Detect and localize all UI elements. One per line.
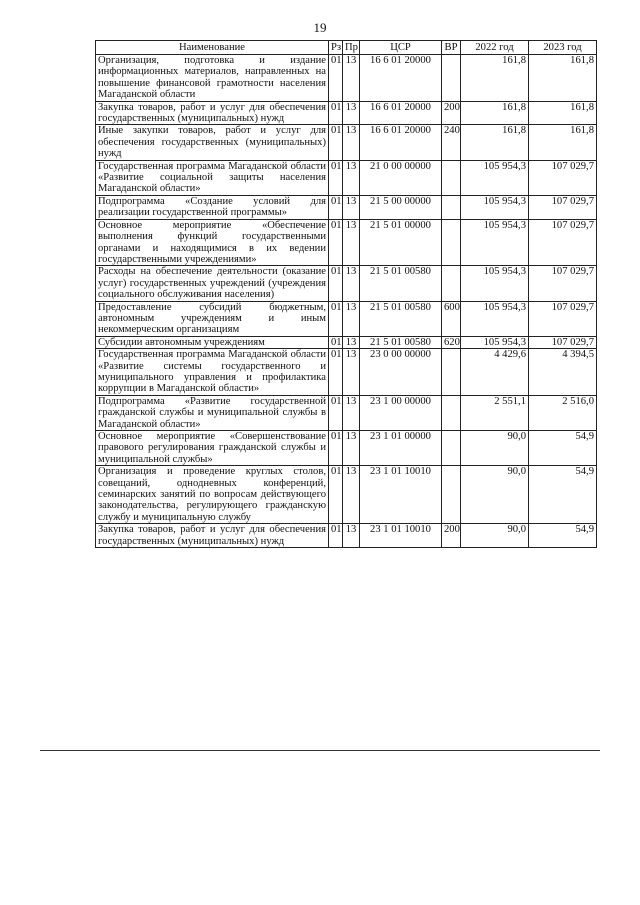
cell-y2023: 107 029,7 [529,219,597,266]
cell-vr [442,160,461,195]
cell-y2022: 105 954,3 [461,219,529,266]
cell-y2022: 90,0 [461,431,529,466]
cell-y2023: 4 394,5 [529,349,597,396]
cell-csr: 21 5 01 00580 [360,336,442,348]
header-csr: ЦСР [360,41,442,55]
cell-y2022: 90,0 [461,524,529,548]
cell-pr: 13 [343,524,360,548]
cell-y2023: 107 029,7 [529,160,597,195]
cell-pr: 13 [343,160,360,195]
cell-pr: 13 [343,466,360,524]
cell-vr [442,349,461,396]
cell-pr: 13 [343,431,360,466]
cell-rz: 01 [329,160,343,195]
cell-y2022: 105 954,3 [461,160,529,195]
bottom-divider [40,750,600,751]
cell-rz: 01 [329,219,343,266]
cell-y2023: 161,8 [529,125,597,160]
cell-pr: 13 [343,301,360,336]
cell-vr [442,266,461,301]
cell-csr: 23 1 01 00000 [360,431,442,466]
cell-y2023: 54,9 [529,466,597,524]
header-2022: 2022 год [461,41,529,55]
cell-y2023: 107 029,7 [529,336,597,348]
header-vr: ВР [442,41,461,55]
cell-csr: 23 1 01 10010 [360,466,442,524]
cell-name: Государственная программа Магаданской области «Развитие социальной защиты населения Магаданской области» [96,160,329,195]
cell-rz: 01 [329,55,343,102]
cell-y2022: 105 954,3 [461,195,529,219]
cell-csr: 21 5 01 00580 [360,301,442,336]
cell-y2023: 107 029,7 [529,301,597,336]
cell-vr [442,431,461,466]
table-row [96,195,597,219]
table-row [96,266,597,301]
cell-y2023: 161,8 [529,101,597,125]
cell-y2023: 107 029,7 [529,195,597,219]
cell-vr [442,466,461,524]
cell-rz: 01 [329,349,343,396]
cell-csr: 16 6 01 20000 [360,101,442,125]
cell-name: Иные закупки товаров, работ и услуг для обеспечения государственных (муниципальных) нужд [96,125,329,160]
cell-rz: 01 [329,101,343,125]
header-pr: Пр [343,41,360,55]
cell-name: Основное мероприятие «Совершенствование правового регулирования гражданской службы и муниципальной службы» [96,431,329,466]
table-body [96,55,597,548]
table-row [96,219,597,266]
cell-vr: 620 [442,336,461,348]
cell-pr: 13 [343,336,360,348]
cell-y2023: 54,9 [529,431,597,466]
table-row [96,301,597,336]
cell-pr: 13 [343,101,360,125]
table-row [96,336,597,348]
cell-pr: 13 [343,395,360,430]
cell-rz: 01 [329,125,343,160]
cell-name: Подпрограмма «Развитие государственной гражданской службы и муниципальной службы в Магаданской области» [96,395,329,430]
cell-name: Закупка товаров, работ и услуг для обеспечения государственных (муниципальных) нужд [96,101,329,125]
cell-pr: 13 [343,55,360,102]
cell-csr: 21 0 00 00000 [360,160,442,195]
cell-rz: 01 [329,301,343,336]
table-row [96,101,597,125]
cell-rz: 01 [329,395,343,430]
cell-name: Организация, подготовка и издание информационных материалов, направленных на повышение финансовой грамотности населения Магаданской области [96,55,329,102]
table-row [96,524,597,548]
cell-rz: 01 [329,466,343,524]
cell-y2022: 161,8 [461,55,529,102]
cell-vr: 200 [442,101,461,125]
table-row [96,125,597,160]
cell-y2023: 161,8 [529,55,597,102]
cell-pr: 13 [343,266,360,301]
cell-vr [442,395,461,430]
cell-y2022: 105 954,3 [461,336,529,348]
cell-y2022: 161,8 [461,125,529,160]
cell-csr: 21 5 01 00580 [360,266,442,301]
cell-name: Государственная программа Магаданской области «Развитие системы государственного и муниципального управления и профилактика коррупции в Магаданской области» [96,349,329,396]
cell-csr: 16 6 01 20000 [360,55,442,102]
cell-rz: 01 [329,524,343,548]
table-header-row [96,41,597,55]
table-row [96,349,597,396]
cell-y2022: 2 551,1 [461,395,529,430]
cell-y2022: 105 954,3 [461,301,529,336]
table-row [96,431,597,466]
cell-csr: 23 1 01 10010 [360,524,442,548]
header-name: Наименование [96,41,329,55]
cell-vr [442,195,461,219]
cell-y2023: 54,9 [529,524,597,548]
header-2023: 2023 год [529,41,597,55]
cell-name: Подпрограмма «Создание условий для реализации государственной программы» [96,195,329,219]
cell-y2023: 107 029,7 [529,266,597,301]
cell-csr: 16 6 01 20000 [360,125,442,160]
cell-csr: 21 5 00 00000 [360,195,442,219]
cell-vr: 200 [442,524,461,548]
table-row [96,466,597,524]
cell-pr: 13 [343,125,360,160]
cell-vr: 240 [442,125,461,160]
cell-name: Расходы на обеспечение деятельности (оказание услуг) государственных учреждений (учреждения социального обслуживания населения) [96,266,329,301]
cell-name: Закупка товаров, работ и услуг для обеспечения государственных (муниципальных) нужд [96,524,329,548]
page-number: 19 [313,20,327,35]
cell-y2022: 161,8 [461,101,529,125]
cell-y2022: 90,0 [461,466,529,524]
cell-vr [442,55,461,102]
cell-rz: 01 [329,266,343,301]
cell-csr: 23 0 00 00000 [360,349,442,396]
cell-csr: 21 5 01 00000 [360,219,442,266]
cell-vr: 600 [442,301,461,336]
cell-y2022: 105 954,3 [461,266,529,301]
cell-name: Субсидии автономным учреждениям [96,336,329,348]
cell-pr: 13 [343,349,360,396]
cell-pr: 13 [343,195,360,219]
header-rz: Рз [329,41,343,55]
table-row [96,160,597,195]
budget-table [95,40,597,548]
cell-y2023: 2 516,0 [529,395,597,430]
table-row [96,395,597,430]
cell-csr: 23 1 00 00000 [360,395,442,430]
table-row [96,55,597,102]
cell-name: Организация и проведение круглых столов, совещаний, однодневных конференций, семинарских занятий по вопросам действующего законодательства, регулирующего гражданскую службу и муниципальную службу [96,466,329,524]
cell-vr [442,219,461,266]
cell-y2022: 4 429,6 [461,349,529,396]
cell-name: Основное мероприятие «Обеспечение выполнения функций государственными органами и находящимися в их ведении государственными учреждениями» [96,219,329,266]
cell-pr: 13 [343,219,360,266]
cell-rz: 01 [329,195,343,219]
cell-rz: 01 [329,336,343,348]
cell-rz: 01 [329,431,343,466]
cell-name: Предоставление субсидий бюджетным, автономным учреждениям и иным некоммерческим организациям [96,301,329,336]
